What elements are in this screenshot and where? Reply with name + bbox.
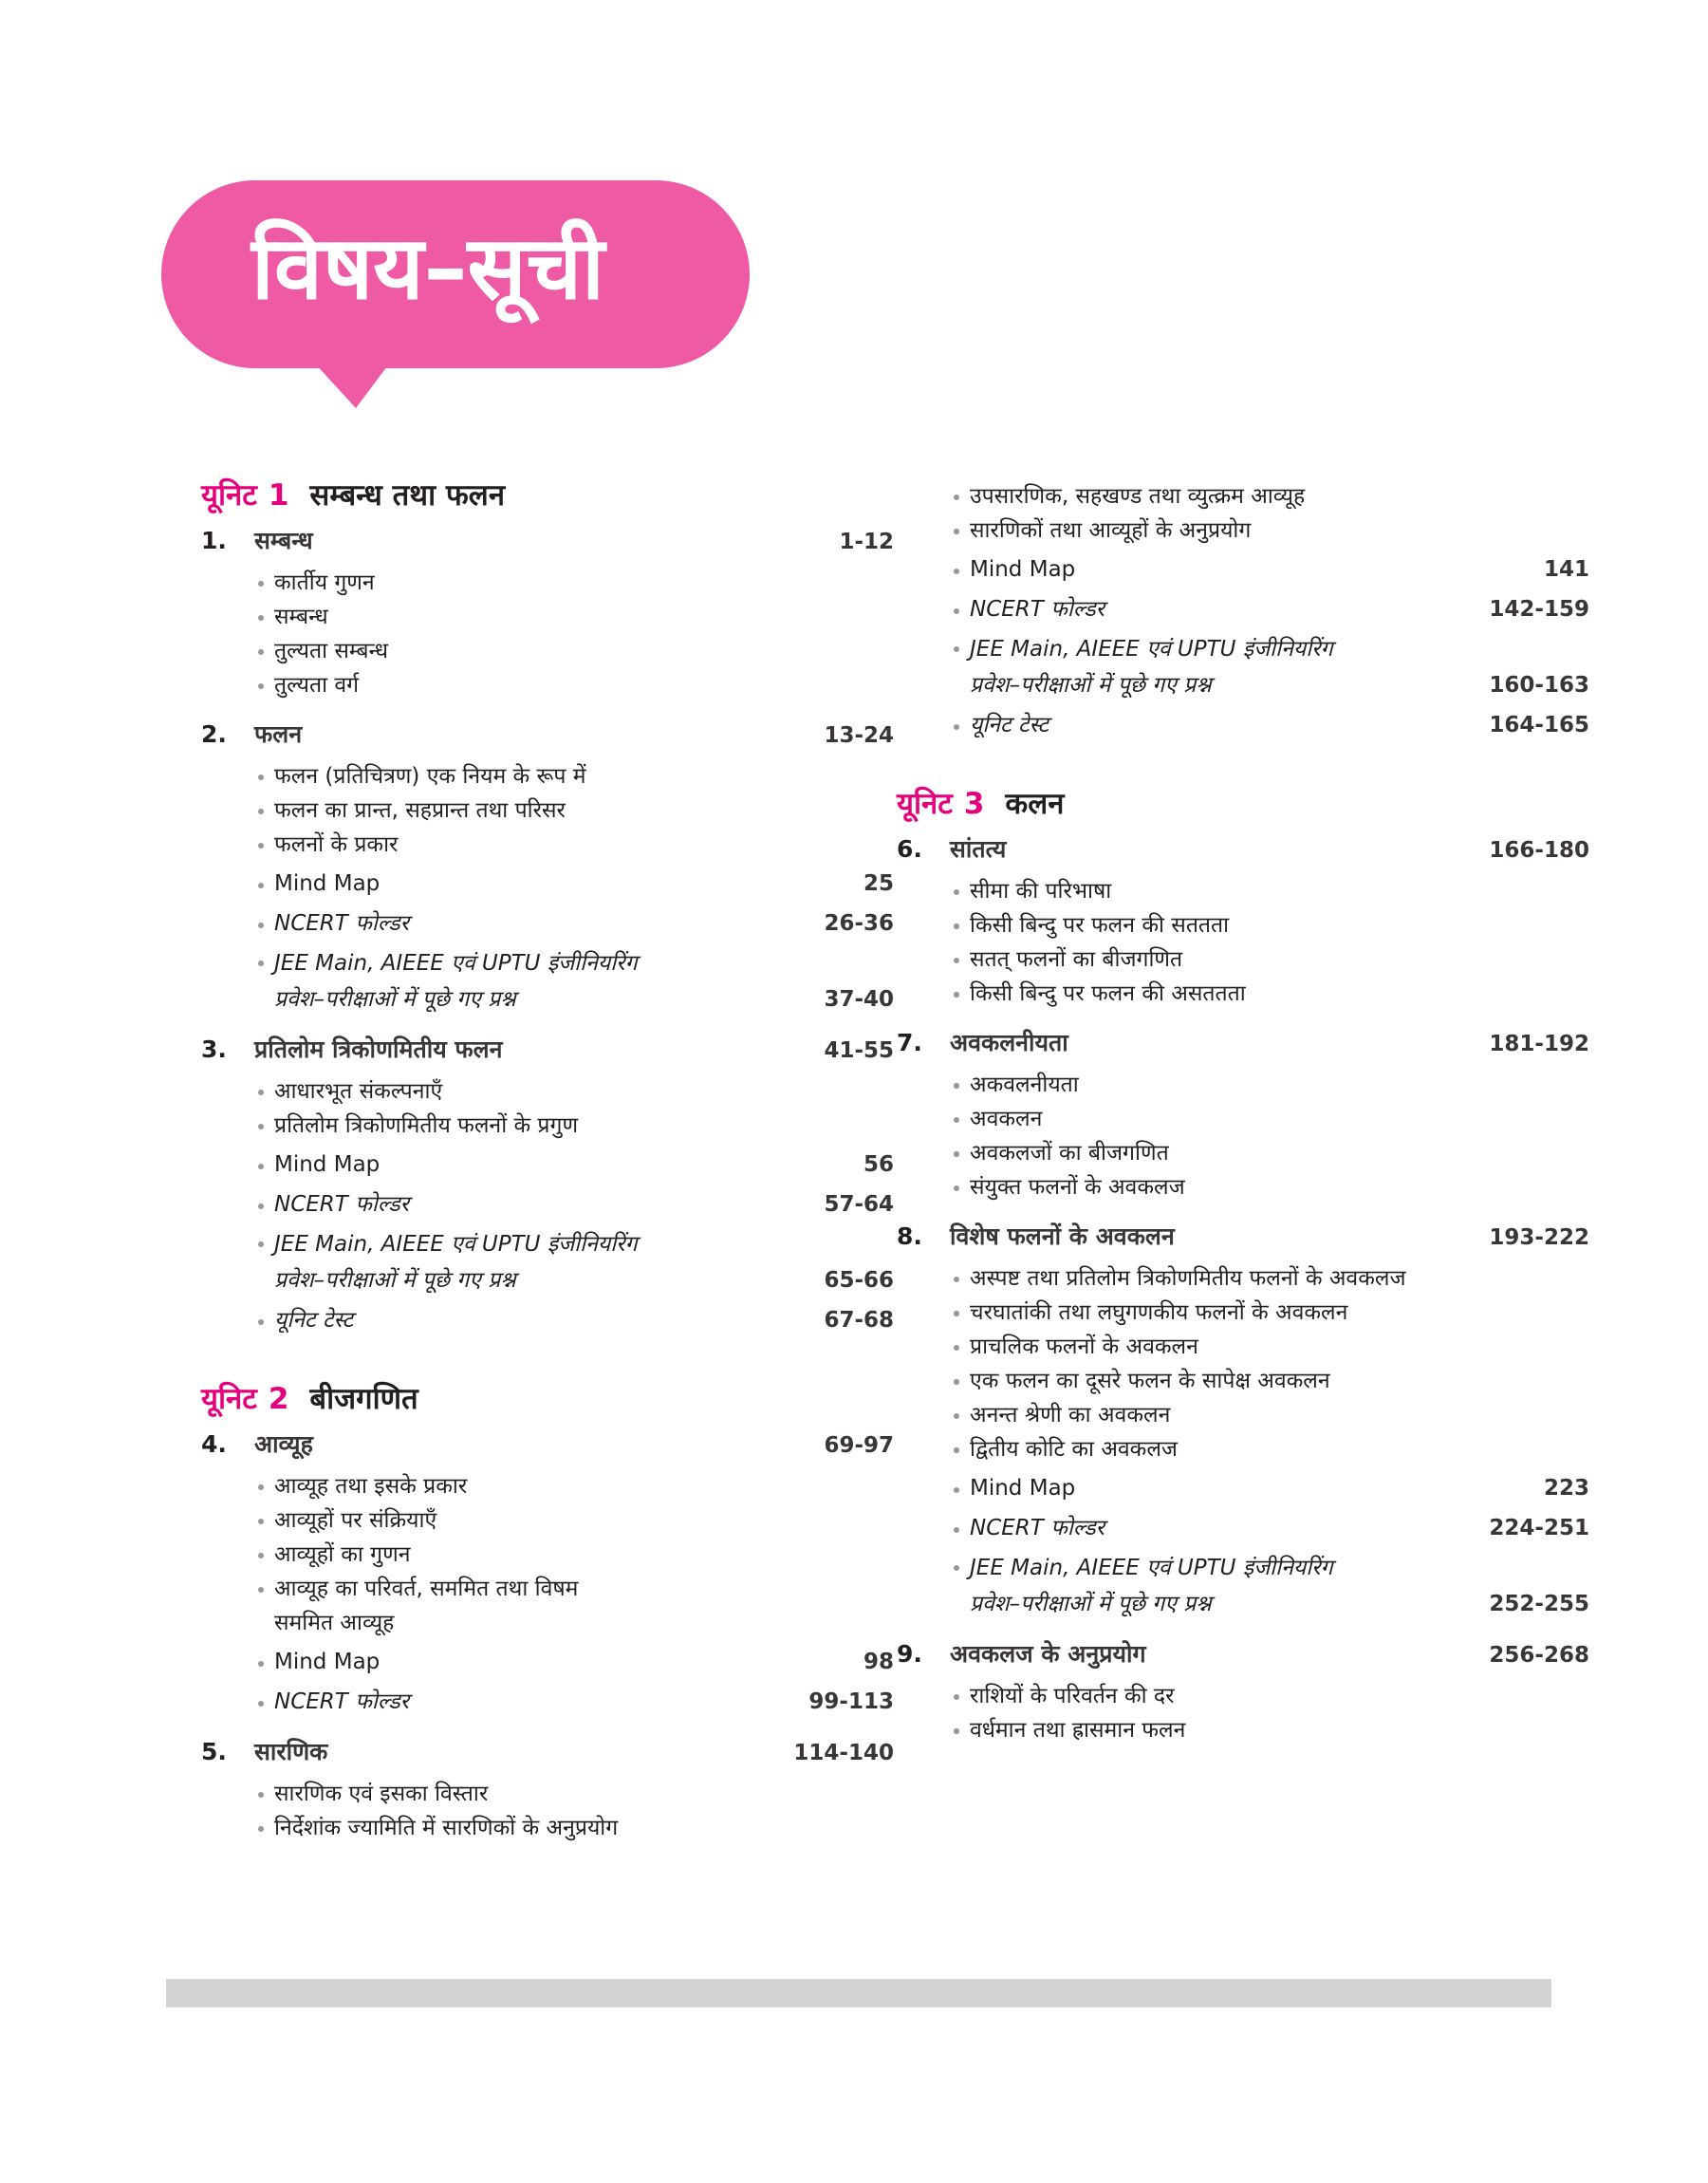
bullet-icon	[255, 1503, 274, 1538]
topic-item: राशियों के परिवर्तन की दर	[897, 1679, 1589, 1713]
page-range: 166-180	[1489, 838, 1589, 863]
topic-item: आव्यूहों पर संक्रियाएँ	[201, 1503, 894, 1538]
unit-heading-3	[897, 783, 1589, 829]
chapter-number: 5.	[201, 1738, 227, 1765]
ncert-folder-item[interactable]: NCERT फोल्डर 224-251	[897, 1510, 1589, 1546]
topic-item: अवकलन	[897, 1102, 1589, 1136]
bullet-icon	[951, 1102, 970, 1136]
bullet-icon	[951, 977, 970, 1011]
chapter-8	[897, 1220, 1589, 1622]
page-range: 67-68	[824, 1308, 894, 1333]
topic-item: संयुक्त फलनों के अवकलज	[897, 1170, 1589, 1204]
topic-item: किसी बिन्दु पर फलन की असततता	[897, 977, 1589, 1011]
topic-item: प्रतिलोम त्रिकोणमितीय फलनों के प्रगुण	[201, 1109, 894, 1143]
mind-map-item[interactable]: Mind Map 25	[201, 866, 894, 902]
topic-item: फलन का प्रान्त, सहप्रान्त तथा परिसर	[201, 793, 894, 828]
topic-item: वर्धमान तथा ह्रासमान फलन	[897, 1713, 1589, 1747]
page-range: 26-36	[824, 911, 894, 936]
page-range: 141	[1543, 557, 1589, 582]
topic-item: अवकलजों का बीजगणित	[897, 1136, 1589, 1170]
chapter-heading[interactable]	[201, 1033, 894, 1074]
bullet-icon	[255, 1188, 274, 1222]
mind-map-item[interactable]: Mind Map 56	[201, 1147, 894, 1183]
bullet-icon	[951, 1330, 970, 1364]
jee-questions-item[interactable]: JEE Main, AIEEE एवं UPTU इंजीनियरिंग प्रवेश–परीक्षाओं में पूछे गए प्रश्न 37-40	[201, 945, 894, 1017]
topic-item: निर्देशांक ज्यामिति में सारणिकों के अनुप्रयोग	[201, 1811, 894, 1845]
page-range: 193-222	[1489, 1225, 1589, 1250]
unit-number: 1	[268, 478, 289, 513]
chapter-number: 4.	[201, 1430, 227, 1458]
chapter-title: प्रतिलोम त्रिकोणमितीय फलन	[254, 1036, 503, 1063]
chapter-number: 9.	[897, 1640, 922, 1668]
chapter-title: आव्यूह	[254, 1430, 313, 1458]
bullet-icon	[951, 709, 970, 743]
page-range: 98	[863, 1650, 894, 1674]
chapter-9	[897, 1637, 1589, 1747]
bullet-icon	[951, 513, 970, 548]
bullet-icon	[255, 600, 274, 634]
bullet-icon	[255, 1686, 274, 1720]
chapter-heading[interactable]	[201, 1427, 894, 1469]
bullet-icon	[951, 1261, 970, 1296]
page-range: 57-64	[824, 1192, 894, 1217]
bullet-icon	[255, 566, 274, 600]
page-range: 65-66	[824, 1268, 894, 1293]
bullet-icon	[255, 868, 274, 902]
page-range: 181-192	[1489, 1032, 1589, 1056]
topic-item: प्राचलिक फलनों के अवकलन	[897, 1330, 1589, 1364]
chapter-number: 3.	[201, 1036, 227, 1063]
title-bubble	[161, 180, 750, 408]
bullet-icon	[255, 759, 274, 793]
unit-label: यूनिट	[897, 787, 953, 821]
bullet-icon	[255, 1777, 274, 1811]
bullet-icon	[951, 593, 970, 627]
chapter-2	[201, 718, 894, 1017]
bullet-icon	[255, 1811, 274, 1845]
topic-item: आधारभूत संकल्पनाएँ	[201, 1074, 894, 1109]
chapter-title: सांतत्य	[950, 835, 1007, 863]
page-range: 224-251	[1489, 1516, 1589, 1540]
chapter-6	[897, 832, 1589, 1011]
bullet-icon	[255, 1469, 274, 1503]
ncert-folder-item[interactable]: NCERT फोल्डर 26-36	[201, 905, 894, 942]
chapter-number: 2.	[201, 720, 227, 748]
topic-item: कार्तीय गुणन	[201, 566, 894, 600]
topic-item: अनन्त श्रेणी का अवकलन	[897, 1398, 1589, 1432]
topic-item: सारणिकों तथा आव्यूहों के अनुप्रयोग	[897, 513, 1589, 548]
toc-right-column	[897, 479, 1589, 1763]
topic-item: फलनों के प्रकार	[201, 828, 894, 862]
bullet-icon	[951, 631, 970, 665]
chapter-5	[201, 1735, 894, 1845]
chapter-5-continued	[897, 479, 1589, 743]
mind-map-item[interactable]: Mind Map 223	[897, 1470, 1589, 1506]
chapter-number: 7.	[897, 1029, 922, 1056]
unit-test-item[interactable]: यूनिट टेस्ट 164-165	[897, 707, 1589, 743]
bullet-icon	[951, 1398, 970, 1432]
unit-label: यूनिट	[201, 478, 257, 513]
page-range: 223	[1543, 1476, 1589, 1501]
unit-number: 2	[268, 1382, 289, 1416]
unit-label: यूनिट	[201, 1382, 257, 1416]
mind-map-item[interactable]: Mind Map 98	[201, 1644, 894, 1680]
bullet-icon	[951, 1550, 970, 1584]
bullet-icon	[951, 553, 970, 588]
bullet-icon	[951, 1136, 970, 1170]
bullet-icon	[951, 1068, 970, 1102]
topic-item: आव्यूह तथा इसके प्रकार	[201, 1469, 894, 1503]
bullet-icon	[255, 828, 274, 862]
page-range: 99-113	[808, 1689, 894, 1714]
chapter-title: सारणिक	[254, 1738, 328, 1765]
chapter-7	[897, 1026, 1589, 1204]
topic-item: फलन (प्रतिचित्रण) एक नियम के रूप में	[201, 759, 894, 793]
unit-number: 3	[963, 787, 985, 821]
topic-item: उपसारणिक, सहखण्ड तथा व्युत्क्रम आव्यूह	[897, 479, 1589, 513]
bullet-icon	[255, 907, 274, 942]
chapter-title: विशेष फलनों के अवकलन	[950, 1222, 1175, 1250]
page-range: 164-165	[1489, 713, 1589, 737]
bullet-icon	[951, 479, 970, 513]
topic-item: आव्यूहों का गुणन	[201, 1538, 894, 1572]
unit-name: कलन	[1005, 787, 1065, 821]
bullet-icon	[951, 1364, 970, 1398]
bullet-icon	[951, 1170, 970, 1204]
bullet-icon	[951, 942, 970, 977]
chapter-3	[201, 1033, 894, 1338]
topic-item: किसी बिन्दु पर फलन की सततता	[897, 908, 1589, 942]
bullet-icon	[951, 1296, 970, 1330]
topic-item: अकवलनीयता	[897, 1068, 1589, 1102]
topic-item: सीमा की परिभाषा	[897, 874, 1589, 908]
bullet-icon	[951, 1713, 970, 1747]
chapter-heading[interactable]	[897, 1637, 1589, 1679]
bullet-icon	[255, 1572, 274, 1606]
unit-test-item[interactable]: यूनिट टेस्ट 67-68	[201, 1302, 894, 1338]
unit-heading-1	[201, 475, 894, 520]
chapter-title: सम्बन्ध	[254, 527, 313, 554]
bullet-icon	[255, 1226, 274, 1260]
page-range: 25	[863, 871, 894, 896]
chapter-heading[interactable]	[201, 1735, 894, 1777]
topic-item: तुल्यता सम्बन्ध	[201, 634, 894, 668]
unit-name: सम्बन्ध तथा फलन	[309, 478, 506, 513]
bullet-icon	[255, 1646, 274, 1680]
topic-item: चरघातांकी तथा लघुगणकीय फलनों के अवकलन	[897, 1296, 1589, 1330]
bullet-icon	[255, 668, 274, 702]
bullet-icon	[255, 793, 274, 828]
toc-left-column	[201, 475, 894, 1860]
bullet-icon	[255, 1304, 274, 1338]
ncert-folder-item[interactable]: NCERT फोल्डर 99-113	[201, 1684, 894, 1720]
page-range: 256-268	[1489, 1643, 1589, 1668]
topic-item: तुल्यता वर्ग	[201, 668, 894, 702]
chapter-number: 6.	[897, 835, 922, 863]
mind-map-item[interactable]: Mind Map 141	[897, 551, 1589, 588]
chapter-heading[interactable]	[897, 1026, 1589, 1068]
bullet-icon	[951, 1432, 970, 1466]
topic-item: अस्पष्ट तथा प्रतिलोम त्रिकोणमितीय फलनों के अवकलज	[897, 1261, 1589, 1296]
bullet-icon	[951, 1472, 970, 1506]
jee-questions-item[interactable]: JEE Main, AIEEE एवं UPTU इंजीनियरिंग प्रवेश–परीक्षाओं में पूछे गए प्रश्न 252-255	[897, 1550, 1589, 1622]
page-range: 41-55	[824, 1038, 894, 1063]
bullet-icon	[255, 945, 274, 980]
chapter-number: 8.	[897, 1222, 922, 1250]
chapter-1	[201, 524, 894, 702]
chapter-heading[interactable]	[201, 718, 894, 759]
bullet-icon	[255, 1148, 274, 1183]
bullet-icon	[951, 908, 970, 942]
bullet-icon	[255, 1538, 274, 1572]
ncert-folder-item[interactable]: NCERT फोल्डर 142-159	[897, 591, 1589, 627]
bullet-icon	[255, 1074, 274, 1109]
chapter-title: अवकलज के अनुप्रयोग	[950, 1640, 1146, 1668]
page-range: 69-97	[824, 1433, 894, 1458]
page-range: 114-140	[793, 1741, 894, 1765]
bullet-icon	[951, 874, 970, 908]
chapter-title: फलन	[254, 720, 303, 748]
topic-item: एक फलन का दूसरे फलन के सापेक्ष अवकलन	[897, 1364, 1589, 1398]
page-title: विषय–सूची	[251, 217, 604, 319]
chapter-heading[interactable]	[897, 832, 1589, 874]
bullet-icon	[951, 1512, 970, 1546]
chapter-heading[interactable]	[897, 1220, 1589, 1261]
topic-item: सारणिक एवं इसका विस्तार	[201, 1777, 894, 1811]
jee-questions-item[interactable]: JEE Main, AIEEE एवं UPTU इंजीनियरिंग प्रवेश–परीक्षाओं में पूछे गए प्रश्न 160-163	[897, 631, 1589, 703]
bullet-icon	[255, 634, 274, 668]
unit-name: बीजगणित	[309, 1382, 418, 1416]
jee-questions-item[interactable]: JEE Main, AIEEE एवं UPTU इंजीनियरिंग प्रवेश–परीक्षाओं में पूछे गए प्रश्न 65-66	[201, 1226, 894, 1298]
page-range: 56	[863, 1152, 894, 1177]
topic-item: सतत् फलनों का बीजगणित	[897, 942, 1589, 977]
chapter-title: अवकलनीयता	[950, 1029, 1068, 1056]
topic-item: आव्यूह का परिवर्त, सममित तथा विषम सममित आव्यूह	[201, 1572, 894, 1640]
page-range: 142-159	[1489, 597, 1589, 622]
ncert-folder-item[interactable]: NCERT फोल्डर 57-64	[201, 1186, 894, 1222]
unit-heading-2	[201, 1378, 894, 1424]
page-range: 252-255	[1489, 1592, 1589, 1616]
topic-item: सम्बन्ध	[201, 600, 894, 634]
bullet-icon	[255, 1109, 274, 1143]
chapter-4	[201, 1427, 894, 1720]
page-range: 13-24	[824, 723, 894, 748]
chapter-heading[interactable]	[201, 524, 894, 566]
page-range: 1-12	[839, 530, 894, 554]
bullet-icon	[951, 1679, 970, 1713]
topic-item: द्वितीय कोटि का अवकलज	[897, 1432, 1589, 1466]
footer-bar	[166, 1979, 1551, 2007]
chapter-number: 1.	[201, 527, 227, 554]
page-range: 37-40	[824, 987, 894, 1012]
page-range: 160-163	[1489, 673, 1589, 698]
